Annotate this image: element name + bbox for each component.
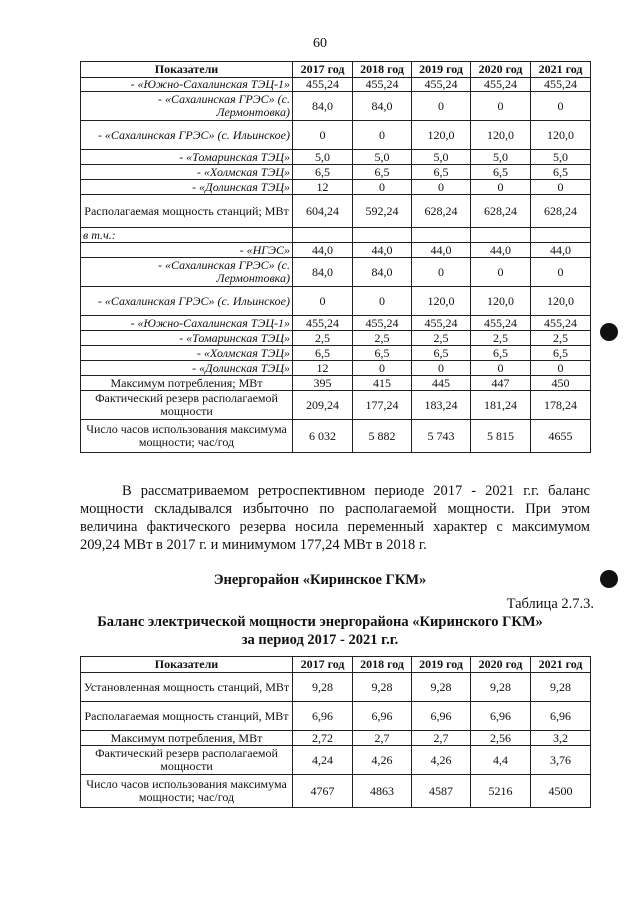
cell-value: 4587 xyxy=(412,775,471,808)
header-indicators: Показатели xyxy=(81,657,293,673)
cell-value: 445 xyxy=(412,376,471,391)
cell-value: 120,0 xyxy=(531,287,591,316)
cell-value xyxy=(353,228,412,243)
table-row xyxy=(81,92,591,121)
cell-value: 177,24 xyxy=(353,391,412,420)
table-row xyxy=(81,150,591,165)
table-title-line1: Баланс электрической мощности энергорайона «Киринского ГКМ» xyxy=(97,614,543,630)
cell-value: 84,0 xyxy=(353,258,412,287)
cell-value: 415 xyxy=(353,376,412,391)
cell-value: 2,5 xyxy=(353,331,412,346)
cell-value: 5 882 xyxy=(353,420,412,453)
table-row xyxy=(81,258,591,287)
cell-value: 455,24 xyxy=(412,316,471,331)
cell-value: 5216 xyxy=(471,775,531,808)
cell-value: 455,24 xyxy=(531,316,591,331)
punch-hole-mark xyxy=(600,323,618,341)
cell-value: 4655 xyxy=(531,420,591,453)
row-label: Установленная мощность станций, МВт xyxy=(81,673,293,702)
header-year: 2021 год xyxy=(531,657,591,673)
cell-value: 84,0 xyxy=(353,92,412,121)
table-header-row xyxy=(81,62,591,78)
cell-value: 0 xyxy=(531,92,591,121)
cell-value: 120,0 xyxy=(412,121,471,150)
cell-value: 2,5 xyxy=(471,331,531,346)
row-label: в т.ч.: xyxy=(81,228,293,243)
cell-value: 2,72 xyxy=(293,731,353,746)
table-row xyxy=(81,746,591,775)
cell-value: 181,24 xyxy=(471,391,531,420)
header-year: 2019 год xyxy=(412,657,471,673)
cell-value: 0 xyxy=(412,361,471,376)
cell-value: 0 xyxy=(353,121,412,150)
cell-value: 455,24 xyxy=(412,78,471,92)
row-label: Максимум потребления, МВт xyxy=(81,731,293,746)
cell-value: 6,96 xyxy=(531,702,591,731)
row-label: Максимум потребления; МВт xyxy=(81,376,293,391)
cell-value: 209,24 xyxy=(293,391,353,420)
cell-value: 178,24 xyxy=(531,391,591,420)
table-number: Таблица 2.7.3. xyxy=(506,596,594,612)
header-year: 2018 год xyxy=(353,62,412,78)
page-number: 60 xyxy=(313,36,327,51)
cell-value: 455,24 xyxy=(471,316,531,331)
row-label: - «Сахалинская ГРЭС» (с. Лермонтовка) xyxy=(81,92,293,121)
cell-value: 0 xyxy=(471,361,531,376)
cell-value: 395 xyxy=(293,376,353,391)
header-year: 2021 год xyxy=(531,62,591,78)
cell-value: 455,24 xyxy=(471,78,531,92)
table-row xyxy=(81,287,591,316)
table-row xyxy=(81,78,591,92)
cell-value: 455,24 xyxy=(293,316,353,331)
row-label: - «Томаринская ТЭЦ» xyxy=(81,331,293,346)
cell-value: 6,96 xyxy=(471,702,531,731)
cell-value: 6,5 xyxy=(471,346,531,361)
cell-value: 628,24 xyxy=(471,195,531,228)
table-title-line2: за период 2017 - 2021 г.г. xyxy=(241,632,399,648)
cell-value: 604,24 xyxy=(293,195,353,228)
cell-value: 0 xyxy=(531,180,591,195)
cell-value: 6,5 xyxy=(353,165,412,180)
cell-value: 5,0 xyxy=(412,150,471,165)
row-label: - «Южно-Сахалинская ТЭЦ-1» xyxy=(81,78,293,92)
cell-value: 44,0 xyxy=(471,243,531,258)
header-year: 2019 год xyxy=(412,62,471,78)
row-label: - «Холмская ТЭЦ» xyxy=(81,346,293,361)
cell-value: 84,0 xyxy=(293,258,353,287)
table-row xyxy=(81,121,591,150)
cell-value: 0 xyxy=(531,258,591,287)
row-label: - «Томаринская ТЭЦ» xyxy=(81,150,293,165)
cell-value: 4,26 xyxy=(412,746,471,775)
paragraph-text: В рассматриваемом ретроспективном периоде 2017 - 2021 г.г. баланс мощности складывался избыточно по располагаемой мощности. При этом величина фактического резерва носила переменный характер с максимумом 209,24 МВт в 2017 г. и минимумом 177,24 МВт в 2018 г. xyxy=(80,483,590,553)
cell-value xyxy=(293,228,353,243)
cell-value: 9,28 xyxy=(412,673,471,702)
row-label: - «Долинская ТЭЦ» xyxy=(81,361,293,376)
table-header-row xyxy=(81,657,591,673)
table-row xyxy=(81,702,591,731)
cell-value: 84,0 xyxy=(293,92,353,121)
cell-value: 44,0 xyxy=(531,243,591,258)
cell-value: 2,5 xyxy=(412,331,471,346)
cell-value: 9,28 xyxy=(471,673,531,702)
table-row xyxy=(81,243,591,258)
cell-value xyxy=(531,228,591,243)
cell-value: 2,56 xyxy=(471,731,531,746)
cell-value: 4500 xyxy=(531,775,591,808)
cell-value: 9,28 xyxy=(293,673,353,702)
cell-value: 120,0 xyxy=(531,121,591,150)
cell-value: 6,5 xyxy=(293,346,353,361)
header-year: 2020 год xyxy=(471,62,531,78)
row-label: Число часов использования максимума мощности; час/год xyxy=(81,420,293,453)
body-paragraph xyxy=(80,482,590,554)
cell-value: 6,5 xyxy=(412,165,471,180)
capacity-table-kirinskoe xyxy=(80,656,591,808)
cell-value: 6,5 xyxy=(471,165,531,180)
cell-value: 120,0 xyxy=(412,287,471,316)
cell-value: 3,2 xyxy=(531,731,591,746)
cell-value: 2,5 xyxy=(531,331,591,346)
cell-value: 628,24 xyxy=(412,195,471,228)
cell-value: 4,24 xyxy=(293,746,353,775)
row-label: Располагаемая мощность станций; МВт xyxy=(81,195,293,228)
cell-value: 12 xyxy=(293,180,353,195)
cell-value: 447 xyxy=(471,376,531,391)
cell-value: 6,96 xyxy=(293,702,353,731)
cell-value: 592,24 xyxy=(353,195,412,228)
cell-value: 455,24 xyxy=(293,78,353,92)
cell-value: 455,24 xyxy=(353,78,412,92)
punch-hole-mark xyxy=(600,570,618,588)
header-year: 2017 год xyxy=(293,62,353,78)
table-row xyxy=(81,775,591,808)
header-year: 2020 год xyxy=(471,657,531,673)
table-row xyxy=(81,180,591,195)
cell-value: 455,24 xyxy=(531,78,591,92)
cell-value: 2,7 xyxy=(412,731,471,746)
table-row xyxy=(81,376,591,391)
row-label: - «Сахалинская ГРЭС» (с. Ильинское) xyxy=(81,287,293,316)
cell-value: 4,26 xyxy=(353,746,412,775)
row-label: Располагаемая мощность станций, МВт xyxy=(81,702,293,731)
table-row xyxy=(81,361,591,376)
cell-value: 5 743 xyxy=(412,420,471,453)
cell-value: 5,0 xyxy=(293,150,353,165)
cell-value: 628,24 xyxy=(531,195,591,228)
table-row xyxy=(81,331,591,346)
cell-value xyxy=(412,228,471,243)
cell-value: 3,76 xyxy=(531,746,591,775)
cell-value: 9,28 xyxy=(531,673,591,702)
row-label: - «Сахалинская ГРЭС» (с. Лермонтовка) xyxy=(81,258,293,287)
cell-value: 6,96 xyxy=(412,702,471,731)
header-year: 2017 год xyxy=(293,657,353,673)
cell-value: 12 xyxy=(293,361,353,376)
row-label: Фактический резерв располагаемой мощности xyxy=(81,391,293,420)
capacity-table-sakhalin xyxy=(80,61,591,453)
cell-value: 44,0 xyxy=(412,243,471,258)
cell-value: 5,0 xyxy=(531,150,591,165)
table-row xyxy=(81,673,591,702)
cell-value: 0 xyxy=(412,92,471,121)
table-row xyxy=(81,731,591,746)
cell-value: 183,24 xyxy=(412,391,471,420)
cell-value: 6,5 xyxy=(412,346,471,361)
cell-value: 455,24 xyxy=(353,316,412,331)
cell-value: 6,5 xyxy=(293,165,353,180)
cell-value: 0 xyxy=(471,180,531,195)
table-row xyxy=(81,316,591,331)
cell-value: 9,28 xyxy=(353,673,412,702)
cell-value: 5 815 xyxy=(471,420,531,453)
cell-value: 0 xyxy=(531,361,591,376)
table-row xyxy=(81,228,591,243)
row-label: - «Долинская ТЭЦ» xyxy=(81,180,293,195)
header-year: 2018 год xyxy=(353,657,412,673)
cell-value: 0 xyxy=(353,361,412,376)
table-row xyxy=(81,195,591,228)
cell-value: 0 xyxy=(471,258,531,287)
cell-value: 6,5 xyxy=(531,346,591,361)
cell-value: 0 xyxy=(293,287,353,316)
header-indicators: Показатели xyxy=(81,62,293,78)
table-row xyxy=(81,346,591,361)
cell-value: 450 xyxy=(531,376,591,391)
cell-value: 6,96 xyxy=(353,702,412,731)
cell-value: 4767 xyxy=(293,775,353,808)
row-label: - «Холмская ТЭЦ» xyxy=(81,165,293,180)
cell-value: 2,5 xyxy=(293,331,353,346)
cell-value: 6,5 xyxy=(353,346,412,361)
cell-value: 120,0 xyxy=(471,121,531,150)
table-row xyxy=(81,391,591,420)
cell-value: 0 xyxy=(353,287,412,316)
cell-value: 6 032 xyxy=(293,420,353,453)
cell-value: 2,7 xyxy=(353,731,412,746)
cell-value: 44,0 xyxy=(353,243,412,258)
cell-value: 0 xyxy=(412,258,471,287)
row-label: - «НГЭС» xyxy=(81,243,293,258)
cell-value: 4,4 xyxy=(471,746,531,775)
row-label: Число часов использования максимума мощности; час/год xyxy=(81,775,293,808)
cell-value: 5,0 xyxy=(471,150,531,165)
cell-value: 6,5 xyxy=(531,165,591,180)
row-label: - «Сахалинская ГРЭС» (с. Ильинское) xyxy=(81,121,293,150)
cell-value: 44,0 xyxy=(293,243,353,258)
cell-value: 4863 xyxy=(353,775,412,808)
row-label: Фактический резерв располагаемой мощности xyxy=(81,746,293,775)
cell-value xyxy=(471,228,531,243)
cell-value: 0 xyxy=(293,121,353,150)
table-row xyxy=(81,420,591,453)
cell-value: 120,0 xyxy=(471,287,531,316)
section-heading: Энергорайон «Киринское ГКМ» xyxy=(213,572,427,588)
cell-value: 0 xyxy=(412,180,471,195)
cell-value: 0 xyxy=(471,92,531,121)
cell-value: 0 xyxy=(353,180,412,195)
table-row xyxy=(81,165,591,180)
row-label: - «Южно-Сахалинская ТЭЦ-1» xyxy=(81,316,293,331)
cell-value: 5,0 xyxy=(353,150,412,165)
